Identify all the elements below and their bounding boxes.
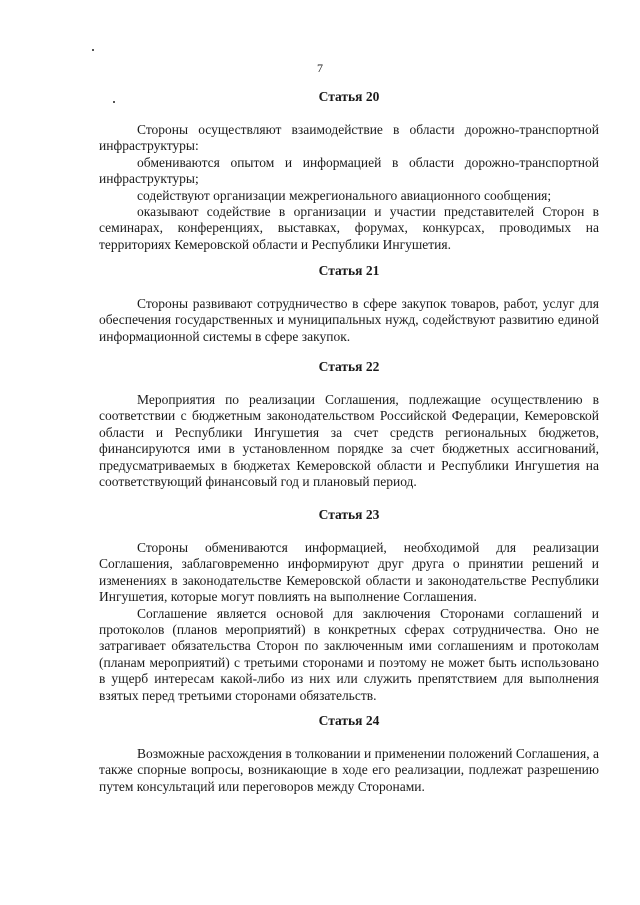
article-22	[99, 358, 599, 490]
article-paragraph: Мероприятия по реализации Соглашения, подлежащие осуществлению в соответствии с бюджетным законодательством Российской Федерации, Кемеровской области и Республики Ингушетия за счет средств региональных бюджетов, финансируются ими в установленном порядке за счет бюджетных ассигнований, предусматриваемых в бюджетах Кемеровской области и Республики Ингушетия на соответствующий финансовый год и плановый период.	[99, 392, 599, 490]
article-title: Статья 24	[318, 713, 380, 728]
article-title: Статья 22	[318, 359, 380, 374]
article-paragraph: содействуют организации межрегионального авиационного сообщения;	[137, 187, 552, 203]
article-paragraph: оказывают содействие в организации и участии представителей Сторон в семинарах, конференциях, выставках, форумах, конкурсах, проводимых на территориях Кемеровской области и Республики Ингушетия.	[99, 204, 599, 252]
article-21	[99, 262, 599, 345]
article-paragraph: Возможные расхождения в толковании и применении положений Соглашения, а также спорные вопросы, возникающие в ходе его реализации, подлежат разрешению путем консультаций или переговоров между Сторонами.	[99, 746, 599, 794]
article-title: Статья 23	[318, 507, 380, 522]
article-20	[99, 88, 599, 253]
article-23	[99, 506, 599, 704]
article-paragraph: Стороны развивают сотрудничество в сфере закупок товаров, работ, услуг для обеспечения государственных и муниципальных нужд, содействуют развитию единой информационной системы в сфере закупок.	[99, 296, 599, 344]
article-paragraph: Соглашение является основой для заключения Сторонами соглашений и протоколов (планов мероприятий) в конкретных сферах сотрудничества. Оно не затрагивает обязательства Сторон по заключенным ими соглашениям и протоколам (планам мероприятий) с третьими сторонами и поэтому не может быть использовано в ущерб интересам какой-либо из них или служить препятствием для выполнения взятых перед третьими сторонами обязательств.	[99, 605, 599, 703]
article-paragraph: Стороны обмениваются информацией, необходимой для реализации Соглашения, заблаговременно информируют друг друга о принятии решений и изменениях в законодательстве Кемеровской области и законодательстве Республики Ингушетия, которые могут повлиять на выполнение Соглашения.	[99, 540, 599, 605]
article-title: Статья 20	[318, 89, 380, 104]
article-paragraph: Стороны осуществляют взаимодействие в области дорожно-транспортной инфраструктуры:	[99, 122, 599, 154]
scan-speck	[92, 49, 94, 51]
page-number: 7	[317, 61, 323, 75]
article-title: Статья 21	[318, 263, 380, 278]
article-24	[99, 712, 599, 795]
article-paragraph: обмениваются опытом и информацией в области дорожно-транспортной инфраструктуры;	[99, 154, 599, 187]
